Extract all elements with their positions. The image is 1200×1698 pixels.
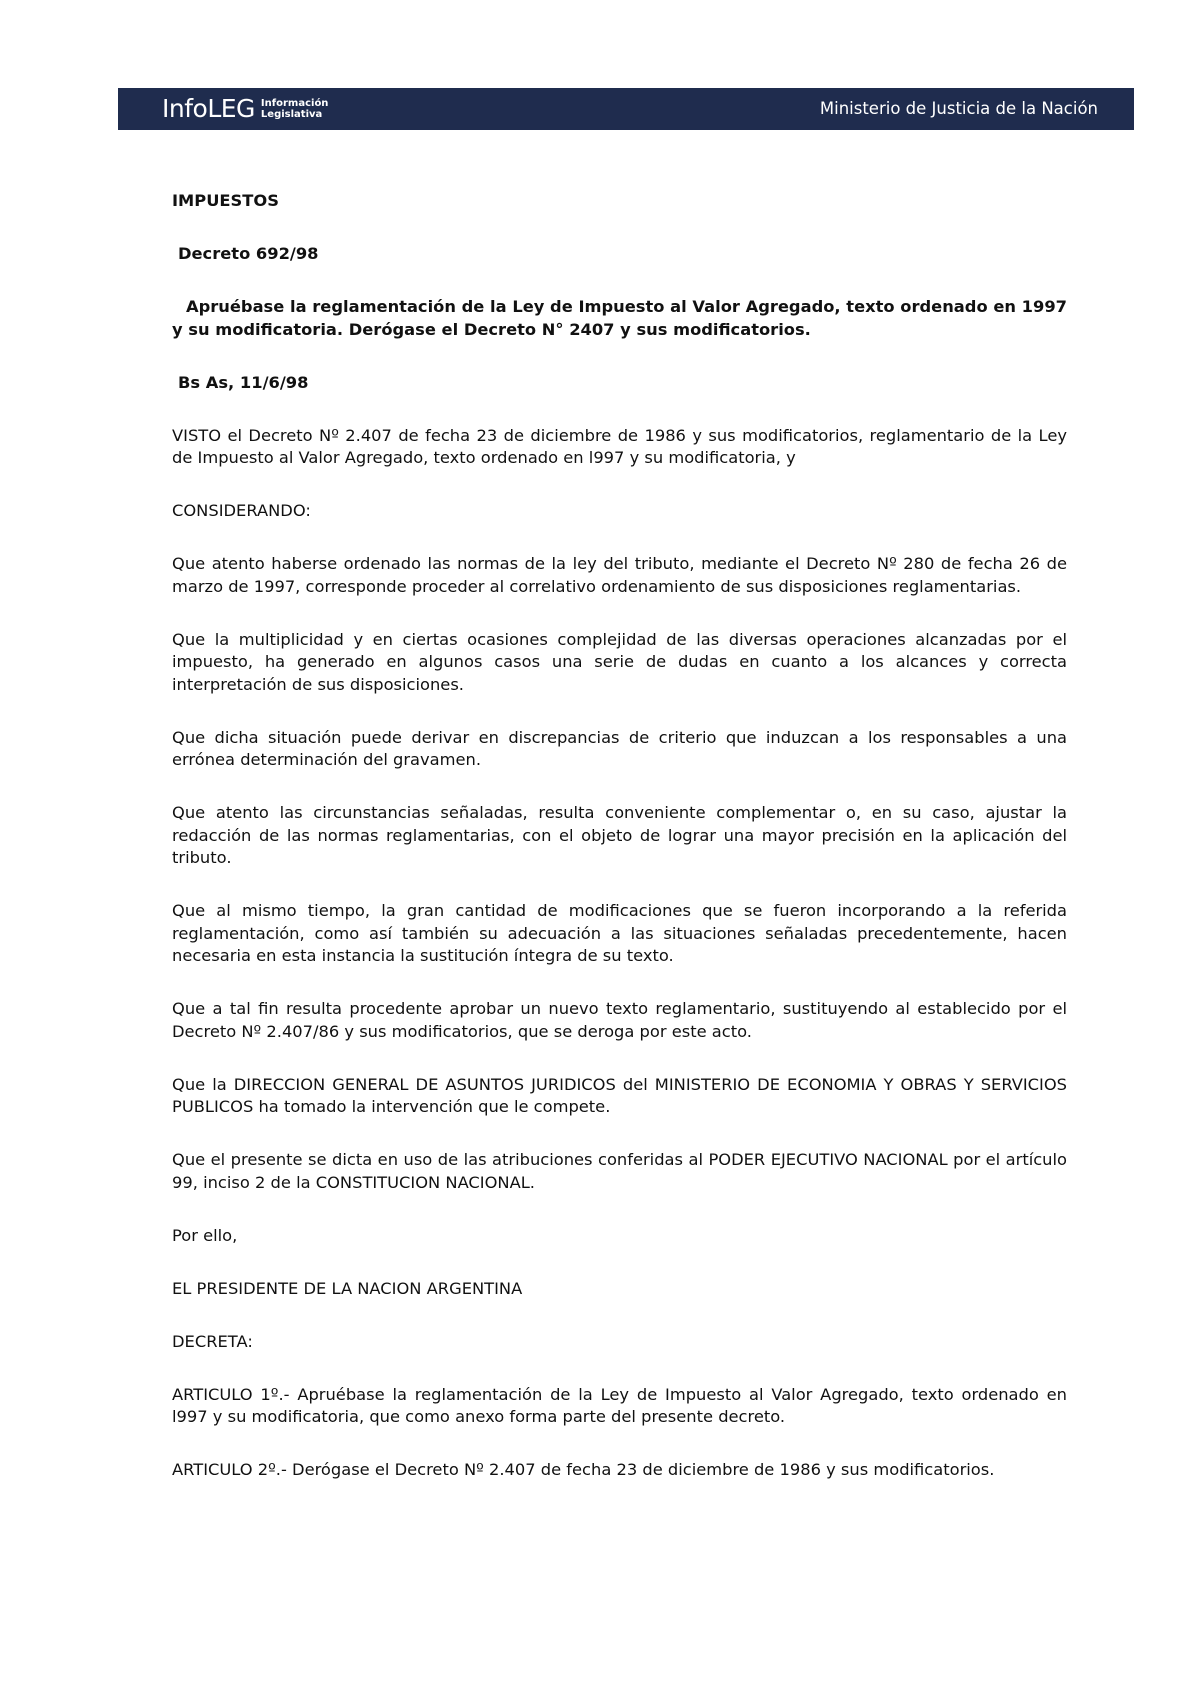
infoleg-logo (162, 93, 328, 125)
decree-number: Decreto 692/98 (178, 244, 319, 263)
article-2: ARTICULO 2º.- Derógase el Decreto Nº 2.407 de fecha 23 de diciembre de 1986 y sus modificatorios. (172, 1460, 995, 1479)
considerando-paragraph-5: Que al mismo tiempo, la gran cantidad de modificaciones que se fueron incorporando a la referida reglamentación, como así también su adecuación a las situaciones señaladas precedentemente, hacen necesaria en esta instancia la sustitución íntegra de su texto. (172, 901, 1067, 965)
article-1: ARTICULO 1º.- Apruébase la reglamentación de la Ley de Impuesto al Valor Agregado, texto ordenado en l997 y su modificatoria, que como anexo forma parte del presente decreto. (172, 1384, 1067, 1426)
considerando-paragraph-3: Que dicha situación puede derivar en discrepancias de criterio que induzcan a los responsables a una errónea determinación del gravamen. (172, 727, 1067, 769)
logo-subtitle-line-1: Información (260, 98, 329, 109)
decreta-heading: DECRETA: (172, 1331, 253, 1351)
considerando-paragraph-8: Que el presente se dicta en uso de las atribuciones conferidas al PODER EJECUTIVO NACIONAL por el artículo 99, inciso 2 de la CONSTITUCION NACIONAL. (172, 1150, 1067, 1192)
considerando-paragraph-2: Que la multiplicidad y en ciertas ocasiones complejidad de las diversas operaciones alcanzadas por el impuesto, ha generado en algunos casos una serie de dudas en cuanto a los alcances y correcta interpretación de sus disposiciones. (172, 629, 1067, 694)
considerando-paragraph-4: Que atento las circunstancias señaladas, resulta conveniente complementar o, en su caso, ajustar la redacción de las normas reglamentarias, con el objeto de lograr una mayor precisión en la aplicación del tributo. (172, 803, 1067, 867)
considerando-paragraph-6: Que a tal fin resulta procedente aprobar un nuevo texto reglamentario, sustituyendo al establecido por el Decreto Nº 2.407/86 y sus modificatorios, que se deroga por este acto. (172, 999, 1067, 1041)
decree-summary (172, 296, 1067, 341)
considerando-paragraph-7: Que la DIRECCION GENERAL DE ASUNTOS JURIDICOS del MINISTERIO DE ECONOMIA Y OBRAS Y SERVICIOS PUBLICOS ha tomado la intervención que le compete. (172, 1074, 1067, 1116)
logo-subtitle (261, 98, 329, 120)
section-heading: IMPUESTOS (172, 191, 279, 210)
visto-paragraph: VISTO el Decreto Nº 2.407 de fecha 23 de diciembre de 1986 y sus modificatorios, reglamentario de la Ley de Impuesto al Valor Agregado, texto ordenado en l997 y su modificatoria, y (172, 425, 1067, 467)
logo-wordmark: InfoLEG (162, 94, 255, 123)
considerando-heading: CONSIDERANDO: (172, 501, 311, 520)
infoleg-header-banner (118, 88, 1134, 130)
decree-document (172, 190, 1067, 1512)
president-heading: EL PRESIDENTE DE LA NACION ARGENTINA (172, 1278, 523, 1298)
por-ello: Por ello, (172, 1225, 238, 1245)
ministry-name: Ministerio de Justicia de la Nación (819, 99, 1098, 118)
place-date: Bs As, 11/6/98 (178, 372, 309, 392)
decree-summary-text: Apruébase la reglamentación de la Ley de Impuesto al Valor Agregado, texto ordenado en 1997 y su modificatoria. Derógase el Decreto N° 2407 y sus modificatorios. (172, 297, 1067, 339)
logo-subtitle-line-2: Legislativa (260, 109, 323, 120)
considerando-paragraph-1: Que atento haberse ordenado las normas de la ley del tributo, mediante el Decreto Nº 280 de fecha 26 de marzo de 1997, corresponde proceder al correlativo ordenamiento de sus disposiciones reglamentarias. (172, 554, 1067, 596)
